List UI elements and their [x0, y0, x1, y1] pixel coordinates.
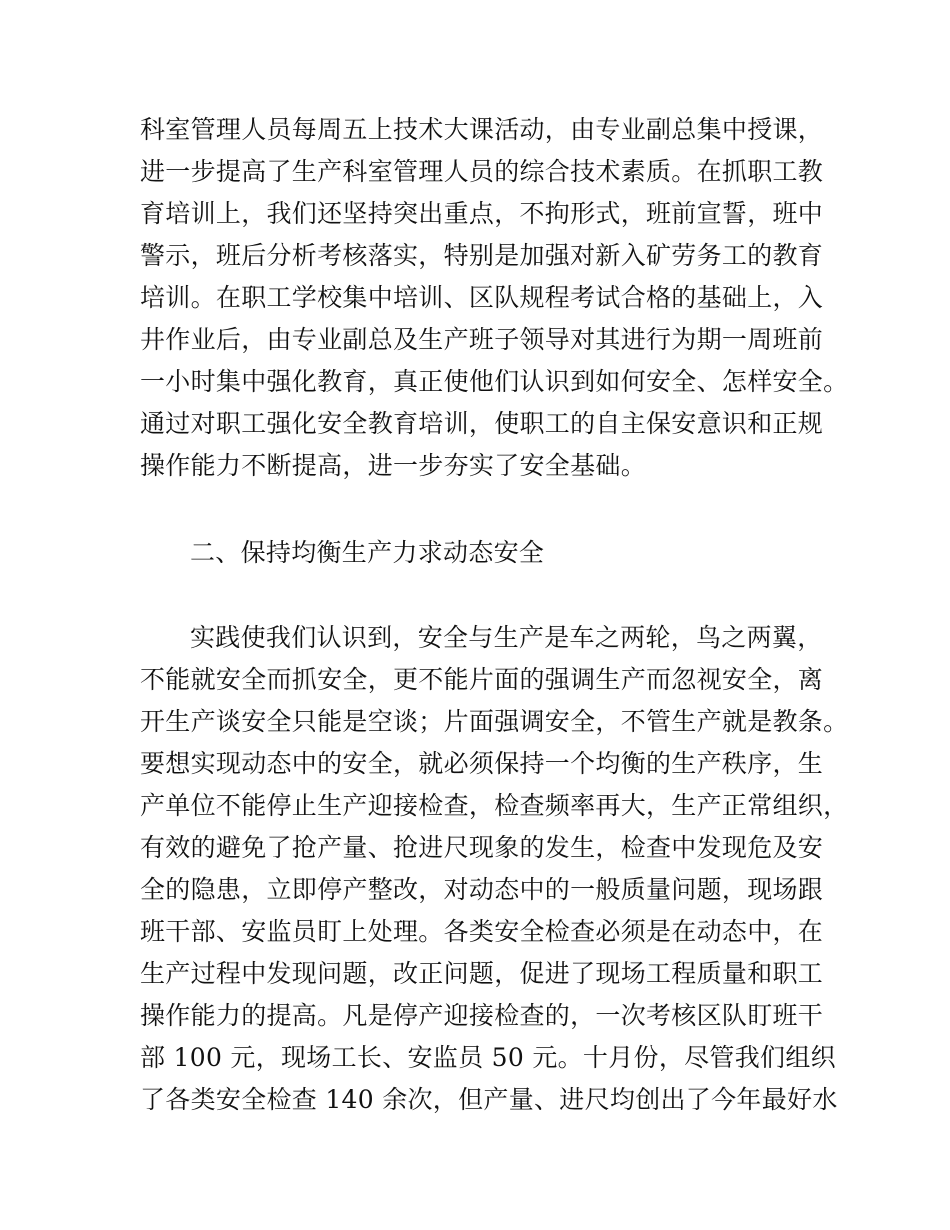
text-line: 操作能力不断提高，进一步夯实了安全基础。 — [140, 451, 647, 480]
text-line: 生产过程中发现问题，改正问题，促进了现场工程质量和职工 — [140, 959, 824, 988]
text-line: 全的隐患，立即停产整改，对动态中的一般质量问题，现场跟 — [140, 875, 824, 904]
text-line: 班干部、安监员盯上处理。各类安全检查必须是在动态中，在 — [140, 917, 824, 946]
text-line: 井作业后，由专业副总及生产班子领导对其进行为期一周班前 — [140, 325, 824, 354]
text-line: 有效的避免了抢产量、抢进尺现象的发生，检查中发现危及安 — [140, 833, 824, 862]
section-heading: 二、保持均衡生产力求动态安全 — [190, 538, 545, 567]
text-line: 进一步提高了生产科室管理人员的综合技术素质。在抓职工教 — [140, 157, 824, 186]
text-line: 产单位不能停止生产迎接检查，检查频率再大，生产正常组织， — [140, 791, 849, 820]
text-line: 育培训上，我们还坚持突出重点，不拘形式，班前宣誓，班中 — [140, 199, 824, 228]
text-line: 不能就安全而抓安全，更不能片面的强调生产而忽视安全，离 — [140, 665, 824, 694]
text-line: 实践使我们认识到，安全与生产是车之两轮，鸟之两翼， — [190, 623, 823, 652]
text-line: 部 100 元，现场工长、安监员 50 元。十月份，尽管我们组织 — [140, 1043, 836, 1072]
text-line: 科室管理人员每周五上技术大课活动，由专业副总集中授课， — [140, 115, 824, 144]
text-line: 要想实现动态中的安全，就必须保持一个均衡的生产秩序，生 — [140, 749, 824, 778]
text-line: 培训。在职工学校集中培训、区队规程考试合格的基础上，入 — [140, 283, 824, 312]
text-line: 通过对职工强化安全教育培训，使职工的自主保安意识和正规 — [140, 409, 824, 438]
text-line: 一小时集中强化教育，真正使他们认识到如何安全、怎样安全。 — [140, 367, 849, 396]
text-line: 警示，班后分析考核落实，特别是加强对新入矿劳务工的教育 — [140, 241, 824, 270]
text-line: 开生产谈安全只能是空谈；片面强调安全，不管生产就是教条。 — [140, 707, 849, 736]
text-line: 操作能力的提高。凡是停产迎接检查的，一次考核区队盯班干 — [140, 1001, 824, 1030]
text-line: 了各类安全检查 140 余次，但产量、进尺均创出了今年最好水 — [140, 1085, 838, 1114]
